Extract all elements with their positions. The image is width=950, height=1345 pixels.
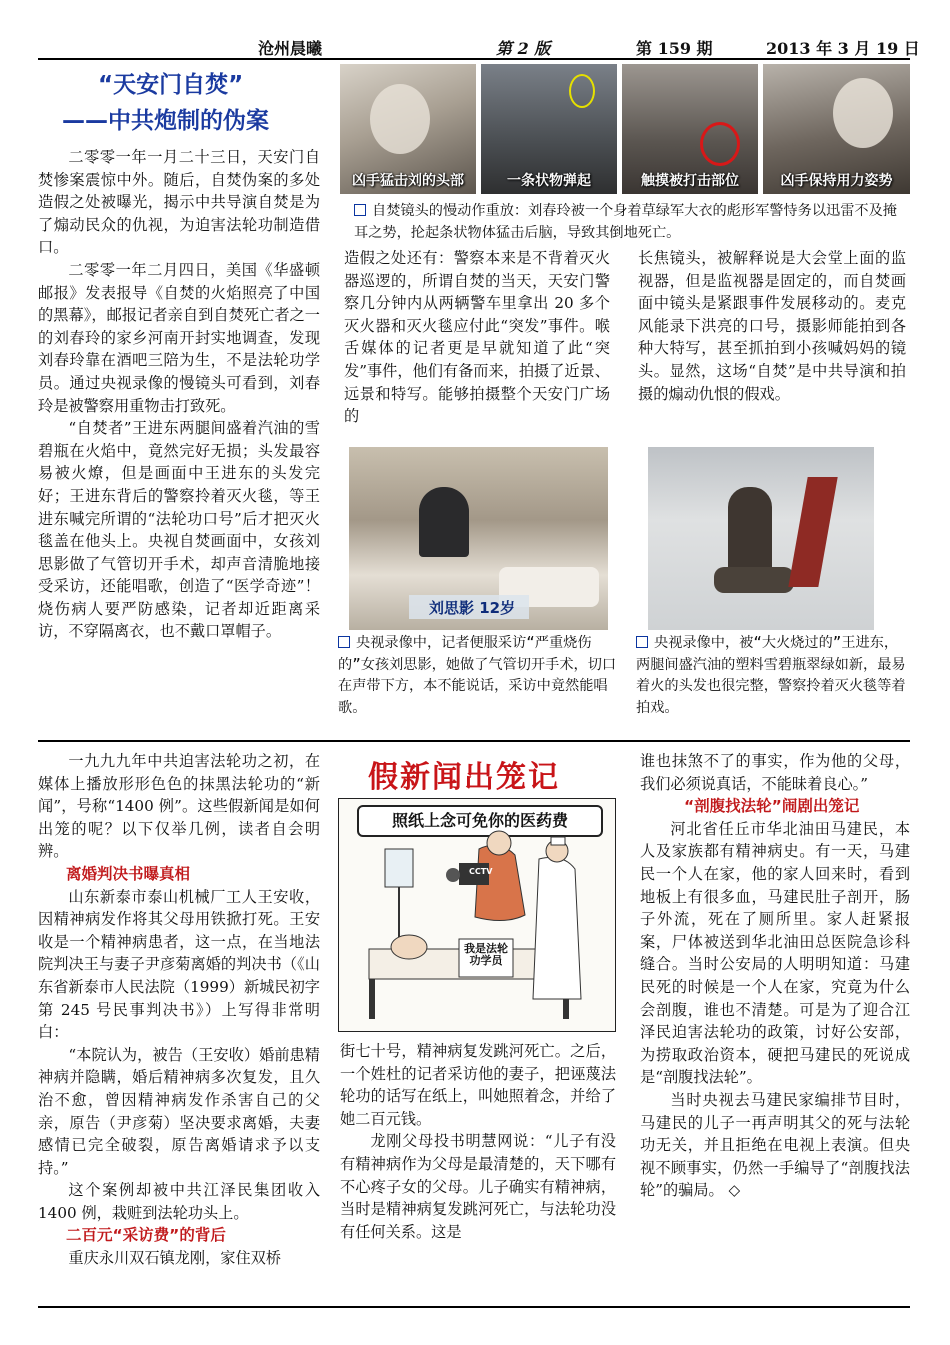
frame-label: 凶手猛击刘的头部 [352,173,464,189]
paragraph: 山东新泰市泰山机械厂工人王安收，因精神病发作将其父母用铁掀打死。王安收是一个精神病患者，这一点，在当地法院判决王与妻子尹彦菊离婚的判决书（《山东省新泰市人民法院（1999）新城民初字第 245 号民事判决书》）上写得非常明白： [38,887,320,1042]
cartoon-illustration [338,798,616,1032]
paragraph: 街七十号，精神病复发跳河死亡。之后，一个姓杜的记者采访他的妻子，把诬蔑法轮功的话写在纸上，叫她照着念，并给了她二百元钱。 [340,1042,616,1128]
edition-number: 第 2 版 [496,39,551,58]
cartoon-sign: 我是法轮功学员 [464,942,508,967]
paragraph: “本院认为，被告（王安收）婚前患精神病并隐瞒，婚后精神病多次复发，且久治不愈，曾因精神病发作杀害自己的父亲，原告（尹彦菊）坚决要求离婚，夫妻感情已完全破裂，原告离婚请求予以支持。” [38,1045,320,1177]
paragraph: “自焚者”王进东两腿间盛着汽油的雪碧瓶在火焰中，竟然完好无损；头发最容易被火燎，但是画面中王进东的头发完好；王进东背后的警察拎着灭火毯，等王进东喊完所谓的“法轮功口号”后才把灭火毯盖在他头上。央视自焚画面中，女孩刘思影做了气管切开手术，却声音清脆地接受采访，还能唱歌，创造了“医学奇迹”！烧伤病人要严防感染，记者却近距离采访，不穿隔离衣，也不戴口罩帽子。 [38,419,320,641]
frame-label: 凶手保持用力姿势 [780,173,893,189]
paragraph: 当时央视去马建民家编排节目时，马建民的儿子一再声明其父的死与法轮功无关，并且拒绝在电视上表演。但央视不顾事实，仍然一手编导了“剖腹找法轮”的骗局。 ◇ [640,1090,910,1200]
caption-box-icon [338,636,350,648]
issue-date: 2013 年 3 月 19 日 [766,39,920,58]
article1-title-line1: “天安门自焚” [98,72,244,98]
subheading: “剖腹找法轮”闹剧出笼记 [684,797,860,816]
header-rule [38,58,910,60]
video-frame-4 [763,64,910,194]
article1-title-line2: ——中共炮制的伪案 [62,108,269,134]
cartoon-drawing [339,799,615,1031]
paper-name: 沧州晨曦 [258,39,323,58]
paragraph: 重庆永川双石镇龙刚，家住双桥 [68,1249,282,1268]
article1-column3 [638,247,906,405]
subheading: 离婚判决书曝真相 [66,864,191,883]
section-rule [38,740,910,742]
video-frame-2 [481,64,617,194]
subheading: 二百元“采访费”的背后 [66,1226,226,1245]
paragraph: 河北省任丘市华北油田马建民，本人及家族都有精神病史。有一天，马建民一个人在家，他的家人回来时，看到地板上有很多血，马建民肚子剖开，肠子外流，死在了厕所里。家人赶紧报案，尸体被送到华北油田总医院急诊科缝合。当时公安局的人明明知道：马建民死的时候是一个人在家，究竟为什么会剖腹，谁也不清楚。可是为了迎合江泽民迫害法轮功的政策，讨好公安部，为捞取政治资本，硬把马建民的死说成是“剖腹找法轮”。 [640,819,910,1087]
paragraph: 二零零一年二月四日，美国《华盛顿邮报》发表报导《自焚的火焰照亮了中国的黑幕》，邮报记者亲自到自焚死亡者之一的刘春玲的家乡河南开封实地调查，发现刘春玲靠在酒吧三陪为生，不是法轮功学员。通过央视录像的慢镜头可看到，刘春玲是被警察用重物击打致死。 [38,260,320,415]
strip-caption [354,201,910,244]
frame-label: 一条状物弹起 [507,173,591,189]
paragraph: 二零零一年一月二十三日，天安门自焚惨案震惊中外。随后，自焚伪案的多处造假之处被曝光，揭示中共导演自焚是为了煽动民众的仇视，为迫害法轮功制造借口。 [38,148,320,257]
frame-label: 触摸被打击部位 [641,173,739,189]
paragraph: 龙刚父母投书明慧网说：“儿子有没有精神病作为父母是最清楚的，天下哪有不心疼子女的父母。儿子确实有精神病，当时是精神病复发跳河死亡，与法轮功没有任何关系。这是 [340,1132,616,1241]
caption-box-icon [636,636,648,648]
photo-strip [340,64,910,194]
snow-photo [648,447,874,630]
article2-column3 [640,750,910,1202]
paragraph: 一九九九年中共迫害法轮功之初，在媒体上播放形形色色的抹黑法轮功的“新闻”，号称“1400 例”。这些假新闻是如何出笼的呢？以下仅举几例，读者自会明辨。 [38,752,320,861]
video-frame-3 [622,64,758,194]
article2-title: 假新闻出笼记 [368,760,560,795]
issue-number: 第 159 期 [636,39,713,58]
article2-column1 [38,750,320,1270]
camera-logo: CCTV [469,867,493,876]
caption-text: 央视录像中，记者便服采访“严重烧伤的”女孩刘思影，她做了气管切开手术，切口在声带下方，本不能说话，采访中竟然能唱歌。 [338,635,617,716]
photo-overlay-label: 刘思影 12岁 [429,599,516,617]
caption-box-icon [354,204,366,216]
caption-text: 自焚镜头的慢动作重放：刘春玲被一个身着草绿军大衣的彪形军警恃务以迅雷不及掩耳之势，抡起条状物体猛击后脑，导致其倒地死亡。 [354,203,897,241]
photo3-caption [636,633,912,719]
paragraph: 谁也抹煞不了的事实，作为他的父母，我们必须说真话，不能昧着良心。” [640,752,910,793]
paragraph: 造假之处还有：警察本来是不背着灭火器巡逻的，所谓自焚的当天，天安门警察几分钟内从两辆警车里拿出 20 多个灭火器和灭火毯应付此“突发”事件。喉舌媒体的记者更是早就知道了此“突发”事件，他们有备而来，拍摄了近景、远景和特写。能够拍摄整个天安门广场的 [344,249,610,426]
article1-column2 [344,247,610,428]
hospital-photo [349,447,608,630]
article1-column1 [38,146,320,643]
article2-column2 [340,1040,616,1243]
footer-rule [38,1306,910,1308]
video-frame-1 [340,64,476,194]
paragraph: 长焦镜头，被解释说是大会堂上面的监视器，但是监视器是固定的，而自焚画面中镜头是紧跟事件发展移动的。麦克风能录下洪亮的口号，摄影师能拍到各种大特写，甚至抓拍到小孩喊妈妈的镜头。显然，这场“自焚”是中共导演和拍摄的煽动仇恨的假戏。 [638,249,906,403]
paragraph: 这个案例却被中共江泽民集团收入 1400 例，栽赃到法轮功头上。 [38,1181,320,1222]
cartoon-banner: 照纸上念可免你的医药费 [357,805,603,837]
photo2-caption [338,633,620,719]
caption-text: 央视录像中，被“大火烧过的”王进东，两腿间盛汽油的塑料雪碧瓶翠绿如新，最易着火的头发也很完整，警察拎着灭火毯等着拍戏。 [636,635,906,716]
